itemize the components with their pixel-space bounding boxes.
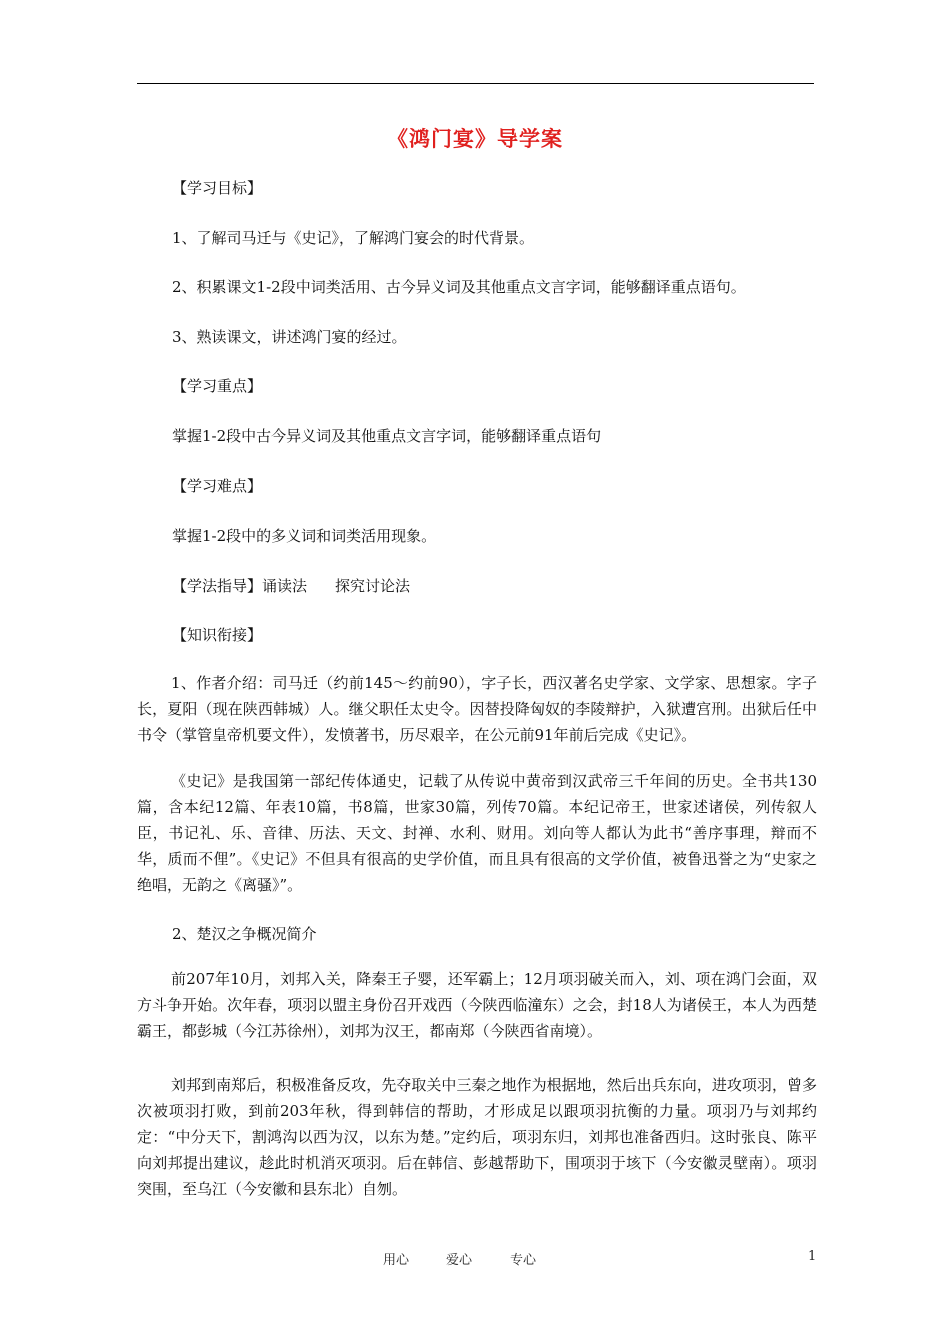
war-paragraph-1: 前207年10月，刘邦入关，降秦王子婴，还军霸上；12月项羽破关而入，刘、项在鸿门会面，双方斗争开始。次年春，项羽以盟主身份召开戏西（今陕西临潼东）之会，封18人为诸侯王，本人为西楚霸王，都彭城（今江苏徐州），刘邦为汉王，都南郑（今陕西省南境）。 bbox=[137, 970, 817, 1040]
page-number: 1 bbox=[808, 1249, 817, 1264]
goal-item-3: 3、熟读课文，讲述鸿门宴的经过。 bbox=[172, 328, 407, 346]
difficulty-text: 掌握1-2段中的多义词和词类活用现象。 bbox=[172, 527, 437, 545]
goal-item-2: 2、积累课文1-2段中词类活用、古今异义词及其他重点文言字词，能够翻译重点语句。 bbox=[172, 278, 746, 296]
method-2: 探究讨论法 bbox=[335, 577, 411, 595]
footer-motto-3: 专心 bbox=[510, 1253, 537, 1268]
footer-motto-2: 爱心 bbox=[446, 1253, 473, 1268]
header-rule bbox=[137, 83, 814, 84]
knowledge-heading: 【知识衔接】 bbox=[172, 626, 263, 644]
goals-heading: 【学习目标】 bbox=[172, 179, 263, 197]
document-title: 《鸿门宴》导学案 bbox=[387, 126, 563, 151]
method-line bbox=[172, 575, 410, 596]
footer-motto-1: 用心 bbox=[383, 1253, 410, 1268]
key-points-heading: 【学习重点】 bbox=[172, 377, 263, 395]
method-heading: 【学法指导】 bbox=[172, 577, 263, 595]
difficulty-heading: 【学习难点】 bbox=[172, 477, 263, 495]
author-paragraph: 1、作者介绍：司马迁（约前145～约前90），字子长，西汉著名史学家、文学家、思想家。字子长，夏阳（现在陕西韩城）人。继父职任太史令。因替投降匈奴的李陵辩护，入狱遭宫刑。出狱后任中书令（掌管皇帝机要文件），发愤著书，历尽艰辛，在公元前91年前后完成《史记》。 bbox=[137, 674, 817, 744]
shiji-paragraph: 《史记》是我国第一部纪传体通史，记载了从传说中黄帝到汉武帝三千年间的历史。全书共130篇，含本纪12篇、年表10篇，书8篇，世家30篇，列传70篇。本纪记帝王，世家述诸侯，列传叙人臣，书记礼、乐、音律、历法、天文、封禅、水利、财用。刘向等人都认为此书“善序事理，辩而不华，质而不俚”。《史记》不但具有很高的史学价值，而且具有很高的文学价值，被鲁迅誉之为“史家之绝唱，无韵之《离骚》”。 bbox=[137, 772, 817, 894]
goal-item-1: 1、了解司马迁与《史记》，了解鸿门宴会的时代背景。 bbox=[172, 229, 535, 247]
war-heading: 2、楚汉之争概况简介 bbox=[172, 925, 317, 943]
key-points-text: 掌握1-2段中古今异义词及其他重点文言字词，能够翻译重点语句 bbox=[172, 427, 602, 445]
war-paragraph-2: 刘邦到南郑后，积极准备反攻，先夺取关中三秦之地作为根据地，然后出兵东向，进攻项羽，曾多次被项羽打败，到前203年秋，得到韩信的帮助，才形成足以跟项羽抗衡的力量。项羽乃与刘邦约定：“中分天下，割鸿沟以西为汉，以东为楚。”定约后，项羽东归，刘邦也准备西归。这时张良、陈平向刘邦提出建议，趁此时机消灭项羽。后在韩信、彭越帮助下，围项羽于垓下（今安徽灵壁南）。项羽突围，至乌江（今安徽和县东北）自刎。 bbox=[137, 1076, 817, 1198]
method-1: 诵读法 bbox=[262, 577, 308, 595]
